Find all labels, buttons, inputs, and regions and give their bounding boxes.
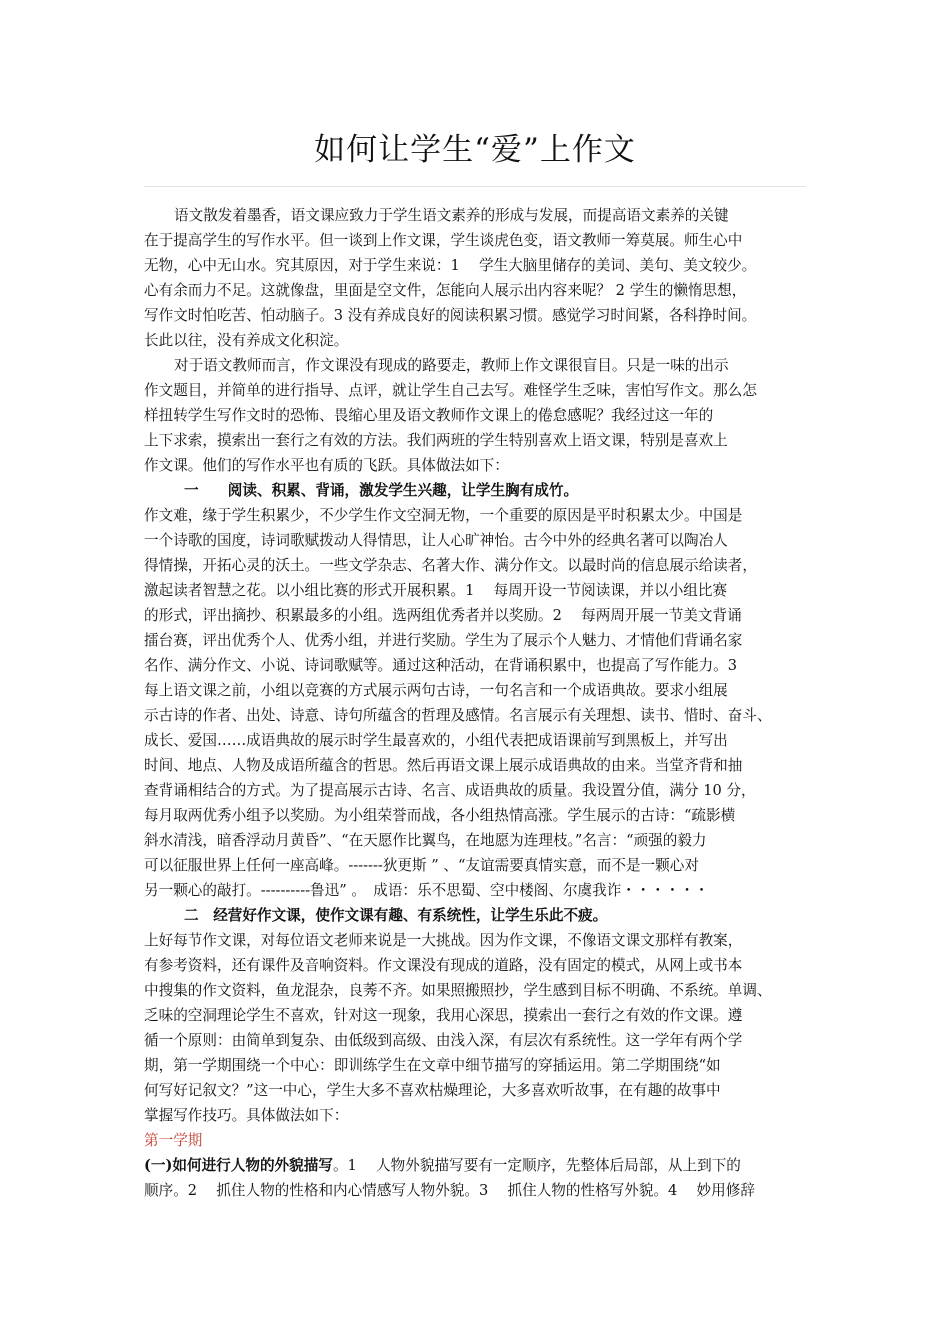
text-line: 长此以往，没有养成文化积淀。 <box>144 332 349 349</box>
text-line: 作文课。他们的写作水平也有质的飞跃。具体做法如下： <box>144 457 509 474</box>
text-line: 激起读者智慧之花。以小组比赛的形式开展积累。1 每周开设一节阅读课，并以小组比赛 <box>144 582 728 599</box>
text-line: 顺序。2 抓住人物的性格和内心情感写人物外貌。3 抓住人物的性格写外貌。4 妙用修辞 <box>144 1182 755 1199</box>
text-line: 上下求索，摸索出一套行之有效的方法。我们两班的学生特别喜欢上语文课，特别是喜欢上 <box>144 432 728 449</box>
text-line: 心有余而力不足。这就像盘，里面是空文件，怎能向人展示出内容来呢？ 2 学生的懒惰思想， <box>144 282 747 299</box>
text-line: 示古诗的作者、出处、诗意、诗句所蕴含的哲理及感情。名言展示有关理想、读书、惜时、奋斗、 <box>144 707 772 724</box>
text-line: 名作、满分作文、小说、诗词歌赋等。通过这种活动，在背诵积累中，也提高了写作能力。3 <box>144 657 738 674</box>
text-line: 乏味的空洞理论学生不喜欢，针对这一现象，我用心深思，摸索出一套行之有效的作文课。遵 <box>144 1007 743 1024</box>
text-line: 可以征服世界上任何一座高峰。-------狄更斯 ” 、“友谊需要真情实意，而不是一颗心对 <box>144 857 699 874</box>
text-line <box>144 1153 816 1178</box>
text-line: 每上语文课之前，小组以竞赛的方式展示两句古诗，一句名言和一个成语典故。要求小组展 <box>144 682 728 699</box>
text-line: 每月取两优秀小组予以奖励。为小组荣誉而战，各小组热情高涨。学生展示的古诗：“疏影横 <box>144 807 736 824</box>
text-line: 上好每节作文课，对每位语文老师来说是一大挑战。因为作文课，不像语文课文那样有教案， <box>144 932 743 949</box>
document-body <box>144 203 816 1203</box>
text-line: 掌握写作技巧。具体做法如下： <box>144 1107 349 1124</box>
text-line: 的形式，评出摘抄、积累最多的小组。选两组优秀者并以奖励。2 每两周开展一节美文背诵 <box>144 607 742 624</box>
title-divider <box>144 186 806 187</box>
text-line: 何写好记叙文？”这一中心，学生大多不喜欢枯燥理论，大多喜欢听故事，在有趣的故事中 <box>144 1082 721 1099</box>
text-line: 作文题目，并简单的进行指导、点评，就让学生自己去写。难怪学生乏味，害怕写作文。那么怎 <box>144 382 757 399</box>
subheading-body: 。1 人物外貌描写要有一定顺序，先整体后局部，从上到下的 <box>332 1157 741 1174</box>
document-title: 如何让学生“爱”上作文 <box>314 132 636 168</box>
text-line: 作文难，缘于学生积累少，不少学生作文空洞无物，一个重要的原因是平时积累太少。中国是 <box>144 507 743 524</box>
text-line: 写作文时怕吃苦、怕动脑子。3 没有养成良好的阅读积累习惯。感觉学习时间紧，各科挣时间。 <box>144 307 757 324</box>
section-subheading: (一)如何进行人物的外貌描写 <box>144 1157 333 1174</box>
text-line: 斜水清浅，暗香浮动月黄昏”、“在天愿作比翼鸟，在地愿为连理枝。”名言：“顽强的毅力 <box>144 832 707 849</box>
text-line: 时间、地点、人物及成语所蕴含的哲思。然后再语文课上展示成语典故的由来。当堂齐背和抽 <box>144 757 743 774</box>
text-line: 一个诗歌的国度，诗词歌赋拨动人得情思，让人心旷神怡。古今中外的经典名著可以陶冶人 <box>144 532 728 549</box>
text-line: 无物，心中无山水。究其原因，对于学生来说：1 学生大脑里储存的美词、美句、美文较少。 <box>144 257 757 274</box>
text-line: 另一颗心的敲打。----------鲁迅” 。 成语：乐不思蜀、空中楼阁、尔虞我诈・・・・・・ <box>144 882 709 899</box>
text-line: 样扭转学生写作文时的恐怖、畏缩心里及语文教师作文课上的倦怠感呢？我经过这一年的 <box>144 407 714 424</box>
text-line: 有参考资料，还有课件及音响资料。作文课没有现成的道路，没有固定的模式，从网上或书本 <box>144 957 743 974</box>
text-line: 对于语文教师而言，作文课没有现成的路要走，教师上作文课很盲目。只是一味的出示 <box>174 357 729 374</box>
text-line: 在于提高学生的写作水平。但一谈到上作文课，学生谈虎色变，语文教师一筹莫展。师生心中 <box>144 232 743 249</box>
text-line: 循一个原则：由简单到复杂、由低级到高级、由浅入深，有层次有系统性。这一学年有两个学 <box>144 1032 743 1049</box>
text-line: 中搜集的作文资料，鱼龙混杂，良莠不齐。如果照搬照抄，学生感到目标不明确、不系统。单调、 <box>144 982 772 999</box>
semester-label: 第一学期 <box>144 1132 203 1149</box>
section-heading: 二 经营好作文课，使作文课有趣、有系统性，让学生乐此不疲。 <box>184 907 608 924</box>
section-heading: 一 阅读、积累、背诵，激发学生兴趣，让学生胸有成竹。 <box>184 482 579 499</box>
text-line: 得情操，开拓心灵的沃土。一些文学杂志、名著大作、满分作文。以最时尚的信息展示给读者， <box>144 557 757 574</box>
text-line: 擂台赛，评出优秀个人、优秀小组，并进行奖励。学生为了展示个人魅力、才情他们背诵名家 <box>144 632 743 649</box>
text-line: 期，第一学期围绕一个中心：即训练学生在文章中细节描写的穿插运用。第二学期围绕“如 <box>144 1057 721 1074</box>
text-line: 语文散发着墨香，语文课应致力于学生语文素养的形成与发展，而提高语文素养的关键 <box>174 207 729 224</box>
text-line: 成长、爱国……成语典故的展示时学生最喜欢的，小组代表把成语课前写到黑板上，并写出 <box>144 732 728 749</box>
text-line: 查背诵相结合的方式。为了提高展示古诗、名言、成语典故的质量。我设置分值，满分 10 分， <box>144 782 756 799</box>
